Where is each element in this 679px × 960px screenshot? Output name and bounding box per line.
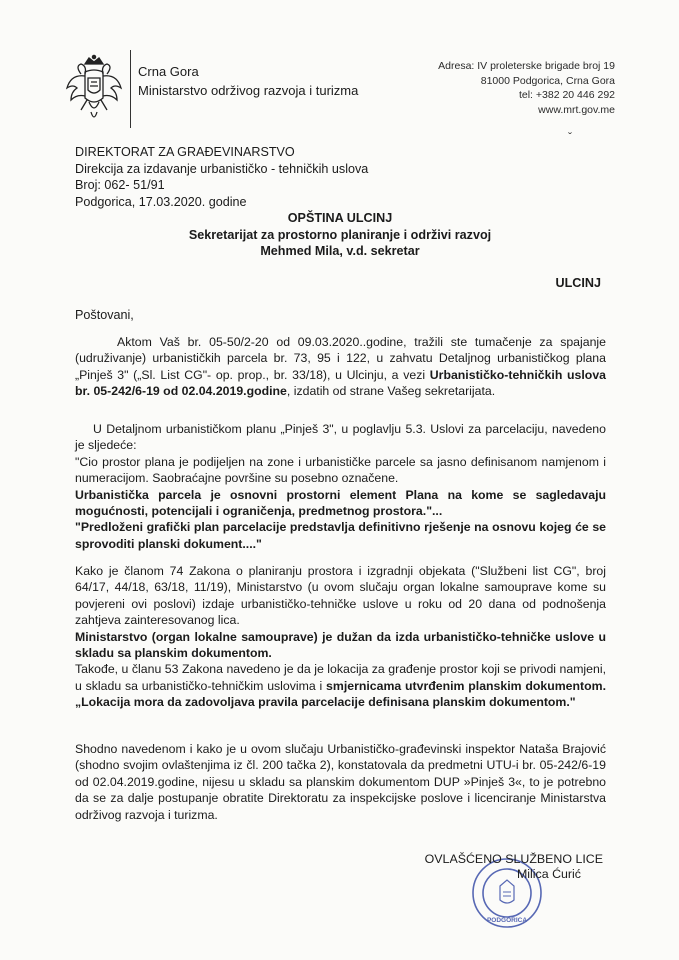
stamp-city: PODGORICA: [486, 917, 528, 924]
paragraph-3: [75, 563, 606, 711]
address-website: www.mrt.gov.me: [538, 103, 615, 116]
paragraph-3-text-c: Takođe, u članu 53 Zakona navedeno je da je lokacija za građenje prostor koji se privodi namjeni, u skladu sa urbanističko-tehničkim uslovima i: [75, 662, 606, 693]
paragraph-1-text-c: , izdatih od strane Vašeg sekretarijata.: [286, 384, 496, 399]
division-name: Direkcija za izdavanje urbanističko - tehničkih uslova: [75, 161, 369, 176]
signature-title: OVLAŠĆENO SLUŽBENO LICE: [424, 852, 603, 866]
greeting: Poštovani,: [75, 308, 134, 322]
addressee-block: [75, 210, 605, 260]
directorate-name: DIREKTORAT ZA GRAĐEVINARSTVO: [75, 145, 295, 159]
paragraph-1: [75, 334, 606, 400]
addressee-municipality: OPŠTINA ULCINJ: [287, 211, 393, 225]
country-name: Crna Gora: [138, 64, 199, 79]
paragraph-4: [75, 741, 606, 823]
tick-mark-icon: ˇ: [568, 130, 572, 144]
paragraph-2-text-a: U Detaljnom urbanističkom planu „Pinješ 3", u poglavlju 5.3. Uslovi za parcelaciju, navedeno je sljedeće:: [75, 422, 606, 453]
addressee-person: Mehmed Mila, v.d. sekretar: [260, 244, 420, 258]
paragraph-2: [75, 421, 606, 552]
ministry-header: [138, 62, 358, 100]
address-phone: tel: +382 20 446 292: [518, 89, 615, 101]
addressee-city: ULCINJ: [555, 276, 601, 290]
signature-name: Milica Ćurić: [516, 867, 581, 881]
paragraph-2-bold-a: Urbanistička parcela je osnovni prostorni element Plana na kome se sagledavaju mogućnosti, potencijali i ograničenja, predmetnog prostora."...: [75, 487, 606, 519]
ministry-name: Ministarstvo održivog razvoja i turizma: [138, 83, 359, 98]
place-date: Podgorica, 17.03.2020. godine: [75, 194, 247, 209]
paragraph-1-text-a: Aktom Vaš br. 05-50/2-20 od 09.03.2020..godine, tražili ste tumačenje za spajanje (udruživanje) urbanističkih parcela br. 73, 95 i 122, u zahvatu Detaljnog urbanističkog plana „Pinješ 3" („Sl. List CG"- op. prop., br. 33/18), u Ulcinju, a vezi: [75, 335, 606, 382]
paragraph-2-bold-b: "Predloženi grafički plan parcelacije predstavlja definitivno rješenje na osnovu kojeg će se sprovoditi planski dokument....": [75, 520, 606, 551]
address-block: [438, 59, 615, 117]
signature-block: [425, 852, 603, 882]
montenegro-coat-of-arms-icon: [63, 54, 125, 126]
paragraph-1-text-b: Urbanističko-tehničkih uslova br. 05-242/6-19 od 02.04.2019.godine: [75, 367, 606, 399]
address-city: 81000 Podgorica, Crna Gora: [480, 74, 615, 87]
paragraph-2-quote: "Cio prostor plana je podijeljen na zone i urbanističke parcele sa jasno definisanom namjenom i numeracijom. Saobraćajne površine su posebno označene.: [75, 454, 606, 486]
addressee-secretariat: Sekretarijat za prostorno planiranje i održivi razvoj: [188, 227, 492, 242]
paragraph-3-bold: Ministarstvo (organ lokalne samouprave) je dužan da izda urbanističko-tehničke uslove u skladu sa planskim dokumentom.: [75, 629, 606, 661]
reference-number: Broj: 062- 51/91: [75, 178, 165, 193]
address-street: Adresa: IV proleterske brigade broj 19: [438, 60, 615, 72]
sender-block: [75, 144, 368, 210]
paragraph-3-text-a: Kako je članom 74 Zakona o planiranju prostora i izgradnji objekata ("Službeni list CG", broj 64/17, 44/18, 63/18, 11/19), Ministarstvo (u ovom slučaju organ lokalne samouprave kome su povjereni ovi poslovi) izdaje urbanističko-tehničke uslove u roku od 20 dana od podnošenja zahtjeva zainteresovanog lica.: [75, 564, 606, 628]
header-divider: [130, 50, 131, 128]
paragraph-3-text-d: smjernicama utvrđenim planskim dokumentom. „Lokacija mora da zadovoljava pravila parcelacije definisana planskim dokumentom.": [75, 678, 606, 710]
paragraph-4-text: Shodno navedenom i kako je u ovom slučaju Urbanističko-građevinski inspektor Nataša Brajović (shodno svojim ovlaštenjima iz čl. 200 tačka 2), konstatovala da predmetni UTU-i br. 05-242/6-19 od 02.04.2019.godine, nijesu u skladu sa planskim dokumentom DUP »Pinješ 3«, to je potrebno da se za dalje postupanje obratite Direktoratu za inspekcijske poslove i licenciranje Ministarstva održivog razvoja i turizma.: [75, 742, 606, 822]
